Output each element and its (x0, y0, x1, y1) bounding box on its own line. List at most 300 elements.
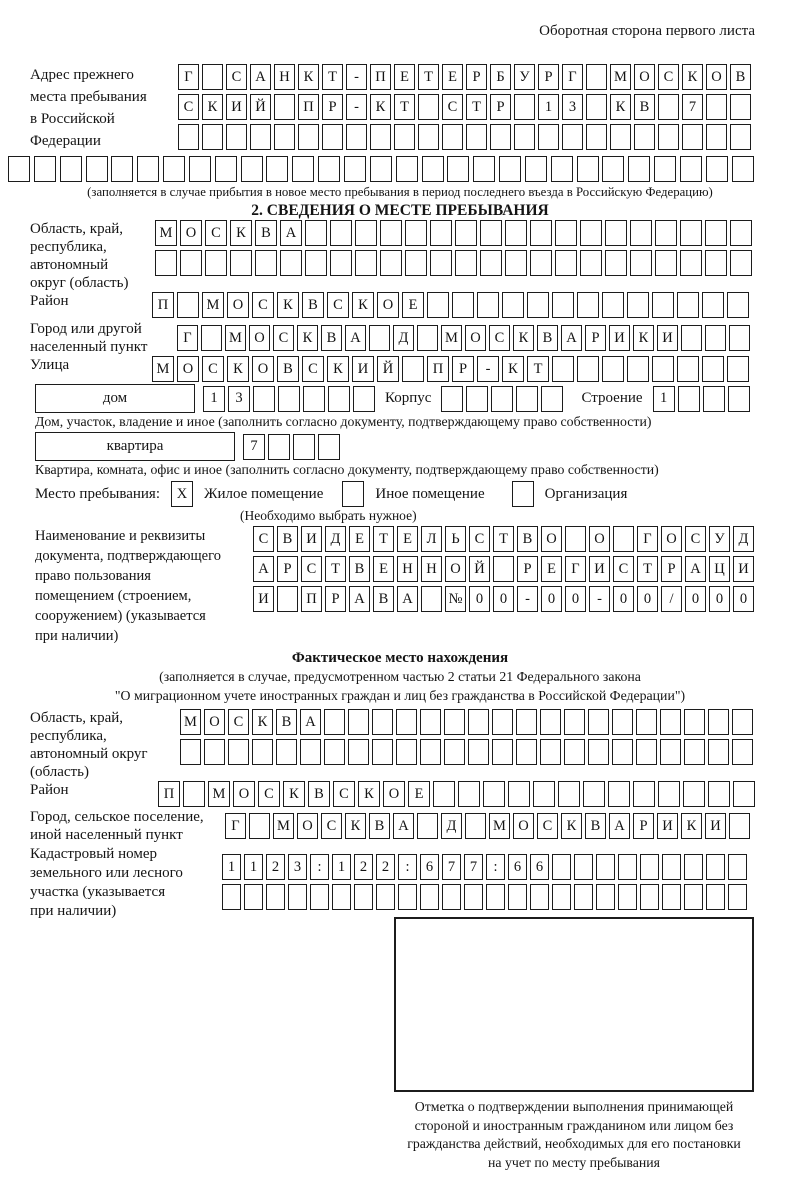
char-cell[interactable] (278, 386, 300, 412)
char-cell[interactable] (729, 813, 750, 839)
char-cell[interactable] (355, 220, 377, 246)
char-cell[interactable] (684, 709, 705, 735)
char-cell[interactable] (574, 884, 593, 910)
char-cell[interactable] (346, 124, 367, 150)
char-cell[interactable]: У (514, 64, 535, 90)
char-cell[interactable]: 6 (420, 854, 439, 880)
char-cell[interactable]: С (226, 64, 247, 90)
char-cell[interactable]: А (609, 813, 630, 839)
char-cell[interactable] (596, 884, 615, 910)
char-cell[interactable]: О (204, 709, 225, 735)
char-cell[interactable]: 1 (244, 854, 263, 880)
char-cell[interactable] (530, 884, 549, 910)
char-cell[interactable] (222, 884, 241, 910)
char-cell[interactable] (730, 250, 752, 276)
char-cell[interactable] (468, 739, 489, 765)
char-cell[interactable]: 1 (538, 94, 559, 120)
char-cell[interactable] (427, 292, 449, 318)
char-cell[interactable]: Л (421, 526, 442, 552)
char-cell[interactable] (525, 156, 547, 182)
char-cell[interactable]: О (180, 220, 202, 246)
char-cell[interactable] (602, 292, 624, 318)
char-cell[interactable] (86, 156, 108, 182)
char-cell[interactable]: К (277, 292, 299, 318)
char-cell[interactable] (613, 526, 634, 552)
char-cell[interactable]: С (302, 356, 324, 382)
char-cell[interactable] (468, 709, 489, 735)
char-cell[interactable]: И (733, 556, 754, 582)
char-cell[interactable]: 1 (653, 386, 675, 412)
char-cell[interactable] (433, 781, 455, 807)
char-cell[interactable] (298, 124, 319, 150)
char-cell[interactable] (355, 250, 377, 276)
char-cell[interactable] (530, 220, 552, 246)
char-cell[interactable] (34, 156, 56, 182)
char-cell[interactable]: А (349, 586, 370, 612)
char-cell[interactable] (372, 739, 393, 765)
char-cell[interactable] (608, 781, 630, 807)
char-cell[interactable] (551, 156, 573, 182)
char-cell[interactable] (305, 250, 327, 276)
char-cell[interactable]: О (249, 325, 270, 351)
char-cell[interactable]: И (609, 325, 630, 351)
char-cell[interactable]: Д (325, 526, 346, 552)
char-cell[interactable]: О (634, 64, 655, 90)
char-cell[interactable]: 7 (682, 94, 703, 120)
residential-checkbox[interactable]: X (171, 481, 193, 507)
char-cell[interactable]: К (227, 356, 249, 382)
char-cell[interactable]: Н (397, 556, 418, 582)
char-cell[interactable] (417, 325, 438, 351)
char-cell[interactable]: 0 (733, 586, 754, 612)
char-cell[interactable]: Д (733, 526, 754, 552)
char-cell[interactable]: 6 (508, 854, 527, 880)
char-cell[interactable] (324, 739, 345, 765)
char-cell[interactable]: Е (373, 556, 394, 582)
char-cell[interactable]: К (202, 94, 223, 120)
char-cell[interactable]: О (465, 325, 486, 351)
char-cell[interactable] (455, 250, 477, 276)
char-cell[interactable] (266, 884, 285, 910)
char-cell[interactable]: М (610, 64, 631, 90)
char-cell[interactable]: О (661, 526, 682, 552)
char-cell[interactable] (654, 156, 676, 182)
char-cell[interactable]: С (537, 813, 558, 839)
char-cell[interactable] (215, 156, 237, 182)
char-cell[interactable] (396, 739, 417, 765)
char-cell[interactable]: В (302, 292, 324, 318)
char-cell[interactable]: К (513, 325, 534, 351)
char-cell[interactable]: О (227, 292, 249, 318)
char-cell[interactable] (402, 356, 424, 382)
char-cell[interactable] (658, 124, 679, 150)
char-cell[interactable]: П (298, 94, 319, 120)
char-cell[interactable] (527, 292, 549, 318)
char-cell[interactable]: Ь (445, 526, 466, 552)
char-cell[interactable] (516, 386, 538, 412)
char-cell[interactable]: Р (325, 586, 346, 612)
char-cell[interactable] (652, 356, 674, 382)
char-cell[interactable]: С (178, 94, 199, 120)
char-cell[interactable] (516, 709, 537, 735)
char-cell[interactable]: И (705, 813, 726, 839)
char-cell[interactable] (580, 220, 602, 246)
char-cell[interactable] (274, 94, 295, 120)
char-cell[interactable]: Р (633, 813, 654, 839)
char-cell[interactable]: К (681, 813, 702, 839)
char-cell[interactable]: К (283, 781, 305, 807)
char-cell[interactable] (477, 292, 499, 318)
char-cell[interactable]: Г (177, 325, 198, 351)
char-cell[interactable] (483, 781, 505, 807)
char-cell[interactable] (189, 156, 211, 182)
char-cell[interactable] (405, 220, 427, 246)
char-cell[interactable]: 7 (442, 854, 461, 880)
char-cell[interactable]: Е (397, 526, 418, 552)
char-cell[interactable]: И (657, 813, 678, 839)
char-cell[interactable]: О (377, 292, 399, 318)
char-cell[interactable] (705, 220, 727, 246)
char-cell[interactable] (640, 854, 659, 880)
char-cell[interactable] (266, 156, 288, 182)
char-cell[interactable]: О (297, 813, 318, 839)
char-cell[interactable] (253, 386, 275, 412)
char-cell[interactable]: С (327, 292, 349, 318)
char-cell[interactable]: А (345, 325, 366, 351)
char-cell[interactable]: Т (466, 94, 487, 120)
char-cell[interactable] (202, 64, 223, 90)
char-cell[interactable]: П (301, 586, 322, 612)
char-cell[interactable] (630, 220, 652, 246)
char-cell[interactable]: О (233, 781, 255, 807)
char-cell[interactable] (492, 739, 513, 765)
char-cell[interactable] (634, 124, 655, 150)
char-cell[interactable] (441, 386, 463, 412)
char-cell[interactable] (680, 250, 702, 276)
char-cell[interactable] (684, 854, 703, 880)
char-cell[interactable]: - (346, 64, 367, 90)
char-cell[interactable] (530, 250, 552, 276)
char-cell[interactable] (640, 884, 659, 910)
char-cell[interactable]: К (370, 94, 391, 120)
char-cell[interactable] (540, 739, 561, 765)
char-cell[interactable] (293, 434, 315, 460)
char-cell[interactable] (680, 220, 702, 246)
char-cell[interactable]: 2 (266, 854, 285, 880)
char-cell[interactable] (680, 156, 702, 182)
char-cell[interactable]: К (633, 325, 654, 351)
char-cell[interactable] (612, 739, 633, 765)
char-cell[interactable]: Й (377, 356, 399, 382)
char-cell[interactable] (564, 709, 585, 735)
char-cell[interactable]: Р (466, 64, 487, 90)
char-cell[interactable] (586, 94, 607, 120)
char-cell[interactable] (205, 250, 227, 276)
char-cell[interactable] (455, 220, 477, 246)
char-cell[interactable] (155, 250, 177, 276)
char-cell[interactable] (538, 124, 559, 150)
char-cell[interactable]: И (301, 526, 322, 552)
char-cell[interactable] (244, 884, 263, 910)
char-cell[interactable] (505, 250, 527, 276)
char-cell[interactable] (492, 709, 513, 735)
char-cell[interactable]: : (486, 854, 505, 880)
char-cell[interactable] (540, 709, 561, 735)
char-cell[interactable]: Р (277, 556, 298, 582)
char-cell[interactable] (418, 124, 439, 150)
char-cell[interactable] (508, 884, 527, 910)
char-cell[interactable] (577, 356, 599, 382)
char-cell[interactable] (733, 781, 755, 807)
char-cell[interactable] (514, 94, 535, 120)
char-cell[interactable]: Е (442, 64, 463, 90)
char-cell[interactable]: Т (527, 356, 549, 382)
char-cell[interactable] (490, 124, 511, 150)
char-cell[interactable]: С (228, 709, 249, 735)
char-cell[interactable]: Г (562, 64, 583, 90)
char-cell[interactable]: 3 (288, 854, 307, 880)
char-cell[interactable]: 1 (332, 854, 351, 880)
char-cell[interactable]: П (152, 292, 174, 318)
char-cell[interactable]: Е (394, 64, 415, 90)
char-cell[interactable] (636, 739, 657, 765)
char-cell[interactable] (727, 292, 749, 318)
char-cell[interactable] (502, 292, 524, 318)
char-cell[interactable] (324, 709, 345, 735)
char-cell[interactable]: В (373, 586, 394, 612)
char-cell[interactable] (552, 884, 571, 910)
char-cell[interactable]: В (517, 526, 538, 552)
char-cell[interactable] (328, 386, 350, 412)
char-cell[interactable]: С (469, 526, 490, 552)
char-cell[interactable] (552, 292, 574, 318)
char-cell[interactable]: К (298, 64, 319, 90)
char-cell[interactable] (394, 124, 415, 150)
char-cell[interactable] (370, 156, 392, 182)
char-cell[interactable] (310, 884, 329, 910)
char-cell[interactable] (612, 709, 633, 735)
char-cell[interactable] (660, 739, 681, 765)
char-cell[interactable]: 1 (222, 854, 241, 880)
char-cell[interactable] (706, 884, 725, 910)
char-cell[interactable]: 0 (637, 586, 658, 612)
char-cell[interactable] (318, 156, 340, 182)
char-cell[interactable] (562, 124, 583, 150)
char-cell[interactable]: О (177, 356, 199, 382)
char-cell[interactable]: Н (421, 556, 442, 582)
char-cell[interactable]: В (255, 220, 277, 246)
char-cell[interactable] (396, 156, 418, 182)
char-cell[interactable] (499, 156, 521, 182)
char-cell[interactable] (586, 64, 607, 90)
char-cell[interactable] (628, 156, 650, 182)
char-cell[interactable]: М (208, 781, 230, 807)
char-cell[interactable] (252, 739, 273, 765)
char-cell[interactable]: Т (637, 556, 658, 582)
char-cell[interactable] (250, 124, 271, 150)
char-cell[interactable] (728, 854, 747, 880)
char-cell[interactable]: Г (637, 526, 658, 552)
other-premises-checkbox[interactable] (342, 481, 364, 507)
char-cell[interactable] (202, 124, 223, 150)
char-cell[interactable]: В (308, 781, 330, 807)
char-cell[interactable] (183, 781, 205, 807)
char-cell[interactable] (552, 356, 574, 382)
char-cell[interactable]: Й (469, 556, 490, 582)
char-cell[interactable] (466, 124, 487, 150)
char-cell[interactable] (178, 124, 199, 150)
char-cell[interactable]: В (276, 709, 297, 735)
char-cell[interactable] (627, 356, 649, 382)
char-cell[interactable] (60, 156, 82, 182)
char-cell[interactable] (396, 709, 417, 735)
char-cell[interactable] (684, 739, 705, 765)
char-cell[interactable] (274, 124, 295, 150)
char-cell[interactable]: О (706, 64, 727, 90)
char-cell[interactable] (444, 739, 465, 765)
char-cell[interactable] (480, 250, 502, 276)
char-cell[interactable]: Е (402, 292, 424, 318)
char-cell[interactable] (706, 124, 727, 150)
char-cell[interactable]: : (310, 854, 329, 880)
char-cell[interactable] (677, 356, 699, 382)
char-cell[interactable]: 7 (464, 854, 483, 880)
char-cell[interactable]: 0 (613, 586, 634, 612)
char-cell[interactable] (180, 250, 202, 276)
char-cell[interactable]: В (349, 556, 370, 582)
char-cell[interactable] (300, 739, 321, 765)
char-cell[interactable] (288, 884, 307, 910)
char-cell[interactable] (602, 156, 624, 182)
char-cell[interactable] (398, 884, 417, 910)
char-cell[interactable]: А (561, 325, 582, 351)
char-cell[interactable]: П (427, 356, 449, 382)
char-cell[interactable]: К (682, 64, 703, 90)
char-cell[interactable]: А (397, 586, 418, 612)
char-cell[interactable]: О (252, 356, 274, 382)
char-cell[interactable] (729, 325, 750, 351)
char-cell[interactable]: С (253, 526, 274, 552)
char-cell[interactable] (702, 356, 724, 382)
char-cell[interactable] (730, 220, 752, 246)
char-cell[interactable] (422, 156, 444, 182)
char-cell[interactable] (330, 220, 352, 246)
char-cell[interactable]: - (517, 586, 538, 612)
char-cell[interactable]: К (352, 292, 374, 318)
char-cell[interactable]: Р (585, 325, 606, 351)
char-cell[interactable]: М (180, 709, 201, 735)
char-cell[interactable] (442, 124, 463, 150)
char-cell[interactable] (276, 739, 297, 765)
char-cell[interactable] (465, 813, 486, 839)
char-cell[interactable]: Р (322, 94, 343, 120)
char-cell[interactable]: О (445, 556, 466, 582)
char-cell[interactable] (652, 292, 674, 318)
char-cell[interactable] (228, 739, 249, 765)
char-cell[interactable]: М (441, 325, 462, 351)
char-cell[interactable]: - (589, 586, 610, 612)
char-cell[interactable] (662, 884, 681, 910)
char-cell[interactable] (332, 884, 351, 910)
char-cell[interactable] (577, 292, 599, 318)
char-cell[interactable]: К (327, 356, 349, 382)
char-cell[interactable]: Т (394, 94, 415, 120)
char-cell[interactable]: 6 (530, 854, 549, 880)
char-cell[interactable]: Т (325, 556, 346, 582)
char-cell[interactable]: П (158, 781, 180, 807)
char-cell[interactable] (555, 220, 577, 246)
char-cell[interactable]: О (541, 526, 562, 552)
char-cell[interactable] (180, 739, 201, 765)
char-cell[interactable]: К (297, 325, 318, 351)
char-cell[interactable]: П (370, 64, 391, 90)
char-cell[interactable]: Т (418, 64, 439, 90)
char-cell[interactable]: В (634, 94, 655, 120)
char-cell[interactable] (241, 156, 263, 182)
char-cell[interactable]: 2 (376, 854, 395, 880)
char-cell[interactable]: Р (661, 556, 682, 582)
char-cell[interactable]: Р (452, 356, 474, 382)
char-cell[interactable]: С (658, 64, 679, 90)
char-cell[interactable]: Д (441, 813, 462, 839)
char-cell[interactable]: К (345, 813, 366, 839)
char-cell[interactable] (678, 386, 700, 412)
char-cell[interactable]: К (610, 94, 631, 120)
char-cell[interactable] (732, 739, 753, 765)
char-cell[interactable] (137, 156, 159, 182)
char-cell[interactable]: 0 (541, 586, 562, 612)
char-cell[interactable] (660, 709, 681, 735)
char-cell[interactable] (380, 220, 402, 246)
char-cell[interactable]: В (321, 325, 342, 351)
char-cell[interactable]: В (277, 526, 298, 552)
char-cell[interactable]: К (230, 220, 252, 246)
char-cell[interactable] (318, 434, 340, 460)
char-cell[interactable]: 7 (243, 434, 265, 460)
char-cell[interactable]: О (383, 781, 405, 807)
char-cell[interactable] (353, 386, 375, 412)
char-cell[interactable]: И (589, 556, 610, 582)
char-cell[interactable] (727, 356, 749, 382)
char-cell[interactable] (420, 709, 441, 735)
char-cell[interactable] (322, 124, 343, 150)
char-cell[interactable]: С (613, 556, 634, 582)
char-cell[interactable] (627, 292, 649, 318)
char-cell[interactable] (447, 156, 469, 182)
char-cell[interactable] (111, 156, 133, 182)
char-cell[interactable]: С (258, 781, 280, 807)
char-cell[interactable] (370, 124, 391, 150)
char-cell[interactable]: 3 (562, 94, 583, 120)
char-cell[interactable]: С (489, 325, 510, 351)
char-cell[interactable]: Т (493, 526, 514, 552)
char-cell[interactable] (493, 556, 514, 582)
char-cell[interactable] (480, 220, 502, 246)
char-cell[interactable] (508, 781, 530, 807)
char-cell[interactable]: И (226, 94, 247, 120)
char-cell[interactable]: М (152, 356, 174, 382)
char-cell[interactable] (708, 709, 729, 735)
char-cell[interactable]: К (358, 781, 380, 807)
char-cell[interactable] (558, 781, 580, 807)
char-cell[interactable]: С (252, 292, 274, 318)
char-cell[interactable] (605, 220, 627, 246)
char-cell[interactable]: С (273, 325, 294, 351)
char-cell[interactable] (405, 250, 427, 276)
char-cell[interactable] (204, 739, 225, 765)
char-cell[interactable] (732, 709, 753, 735)
char-cell[interactable] (658, 781, 680, 807)
